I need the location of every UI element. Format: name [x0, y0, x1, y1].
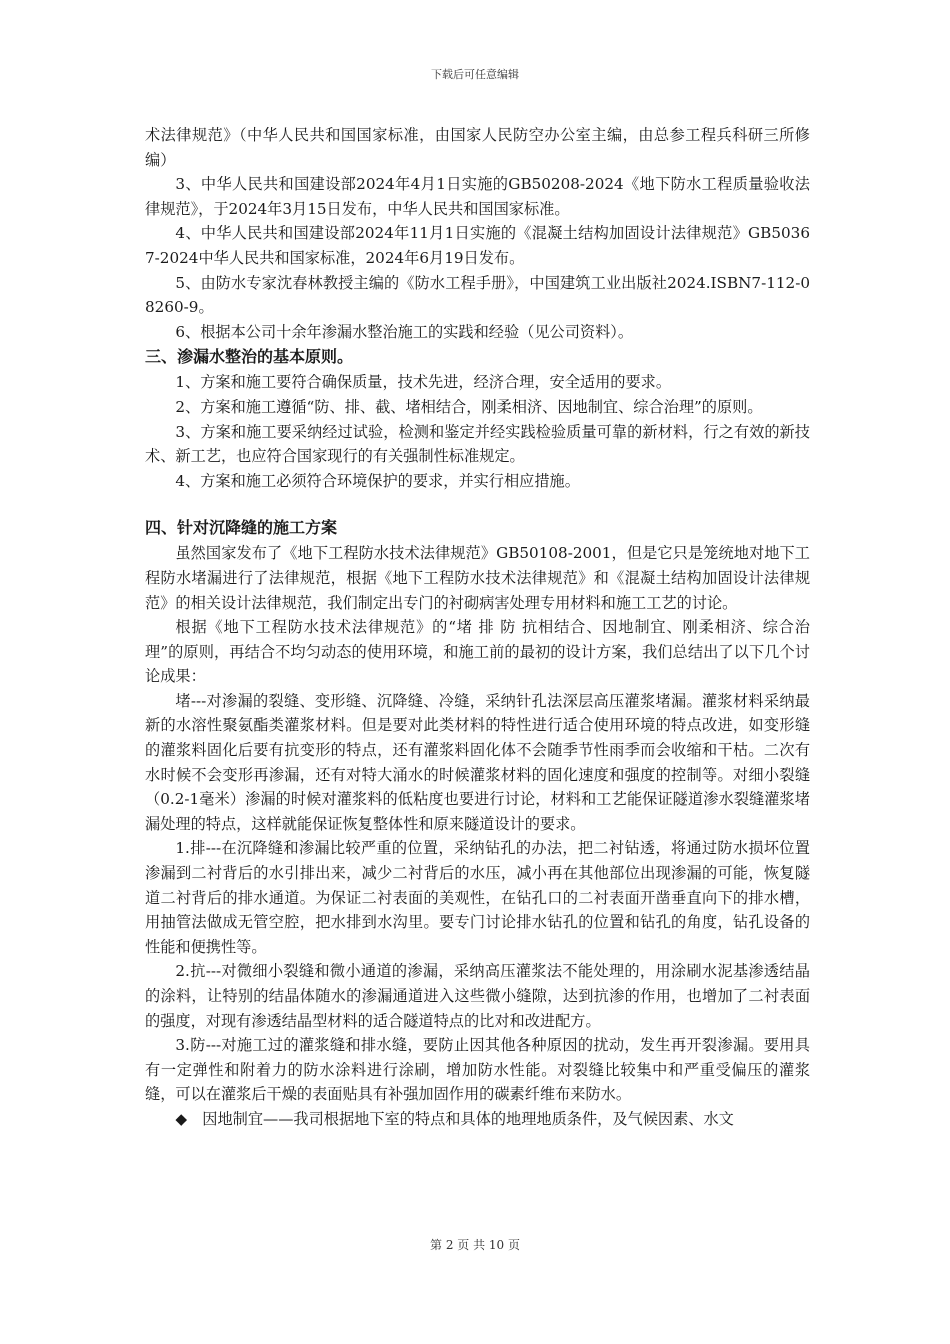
paragraph: 术法律规范》（中华人民共和国国家标准，由国家人民防空办公室主编，由总参工程兵科研三所修编） [145, 126, 810, 169]
section-heading: 三、渗漏水整治的基本原则。 [145, 347, 354, 367]
page-footer: 第 2 页 共 10 页 [430, 1238, 520, 1252]
principle-item: 2、方案和施工遵循“防、排、截、堵相结合，刚柔相济、因地制宜、综合治理”的原则。 [175, 397, 763, 416]
paragraph: 虽然国家发布了《地下工程防水技术法律规范》GB50108-2001，但是它只是笼统地对地下工程防水堵漏进行了法律规范，根据《地下工程防水技术法律规范》和《混凝土结构加固设计法律规范》的相关设计法律规范，我们制定出专门的衬砌病害处理专用材料和施工工艺的讨论。 [145, 544, 810, 612]
paragraph: 2.抗---对微细小裂缝和微小通道的渗漏，采纳高压灌浆法不能处理的，用涂刷水泥基渗透结晶的涂料，让特别的结晶体随水的渗漏通道进入这些微小缝隙，达到抗渗的作用，也增加了二衬表面的强度，对现有渗透结晶型材料的适合隧道特点的比对和改进配方。 [145, 962, 810, 1030]
section-heading: 四、针对沉降缝的施工方案 [145, 518, 338, 538]
paragraph: 6、根据本公司十余年渗漏水整治施工的实践和经验（见公司资料）。 [175, 322, 634, 341]
principle-item: 3、方案和施工要采纳经过试验，检测和鉴定并经实践检验质量可靠的新材料，行之有效的新技术、新工艺，也应符合国家现行的有关强制性标准规定。 [145, 422, 810, 466]
paragraph: 5、由防水专家沈春林教授主编的《防水工程手册》，中国建筑工业出版社2024.ISBN7-112-08260-9。 [145, 273, 810, 317]
page-header: 下载后可任意编辑 [431, 68, 519, 81]
paragraph: 堵---对渗漏的裂缝、变形缝、沉降缝、冷缝，采纳针孔法深层高压灌浆堵漏。灌浆材料采纳最新的水溶性聚氨酯类灌浆材料。但是要对此类材料的特性进行适合使用环境的特点改进，如变形缝的灌浆料固化后要有抗变形的特点，还有灌浆料固化体不会随季节性雨季而会收缩和干枯。二次有水时候不会变形再渗漏，还有对特大涌水的时候灌浆材料的固化速度和强度的控制等。对细小裂缝（0.2-1毫米）渗漏的时候对灌浆料的低粘度也要进行讨论，材料和工艺能保证隧道渗水裂缝灌浆堵漏处理的特点，这样就能保证恢复整体性和原来隧道设计的要求。 [145, 691, 810, 833]
paragraph: 根据《地下工程防水技术法律规范》的“堵 排 防 抗相结合、因地制宜、刚柔相济、综合治理”的原则，再结合不均匀动态的使用环境，和施工前的最初的设计方案，我们总结出了以下几个讨论成果： [145, 618, 810, 686]
principle-item: 1、方案和施工要符合确保质量，技术先进，经济合理，安全适用的要求。 [175, 373, 672, 392]
paragraph: 1.排---在沉降缝和渗漏比较严重的位置，采纳钻孔的办法，把二衬钻透，将通过防水损坏位置渗漏到二衬背后的水引排出来，减少二衬背后的水压，减小再在其他部位出现渗漏的可能，恢复隧道二衬背后的排水通道。为保证二衬表面的美观性，在钻孔口的二衬表面开凿垂直向下的排水槽，用抽管法做成无管空腔，把水排到水沟里。要专门讨论排水钻孔的位置和钻孔的角度，钻孔设备的性能和便携性等。 [145, 839, 810, 956]
principle-item: 4、方案和施工必须符合环境保护的要求，并实行相应措施。 [175, 471, 580, 490]
paragraph: 3、中华人民共和国建设部2024年4月1日实施的GB50208-2024《地下防水工程质量验收法律规范》，于2024年3月15日发布，中华人民共和国国家标准。 [145, 175, 810, 218]
paragraph: 3.防---对施工过的灌浆缝和排水缝，要防止因其他各种原因的扰动，发生再开裂渗漏。要用具有一定弹性和附着力的防水涂料进行涂刷，增加防水性能。对裂缝比较集中和严重受偏压的灌浆缝，可以在灌浆后干燥的表面贴具有补强加固作用的碳素纤维布来防水。 [145, 1036, 810, 1104]
paragraph: ◆ 因地制宜——我司根据地下室的特点和具体的地理地质条件，及气候因素、水文 [175, 1109, 734, 1128]
document-body [145, 123, 810, 1132]
spacer [145, 493, 810, 515]
paragraph: 4、中华人民共和国建设部2024年11月1日实施的《混凝土结构加固设计法律规范》GB50367-2024中华人民共和国家标准，2024年6月19日发布。 [145, 224, 810, 267]
